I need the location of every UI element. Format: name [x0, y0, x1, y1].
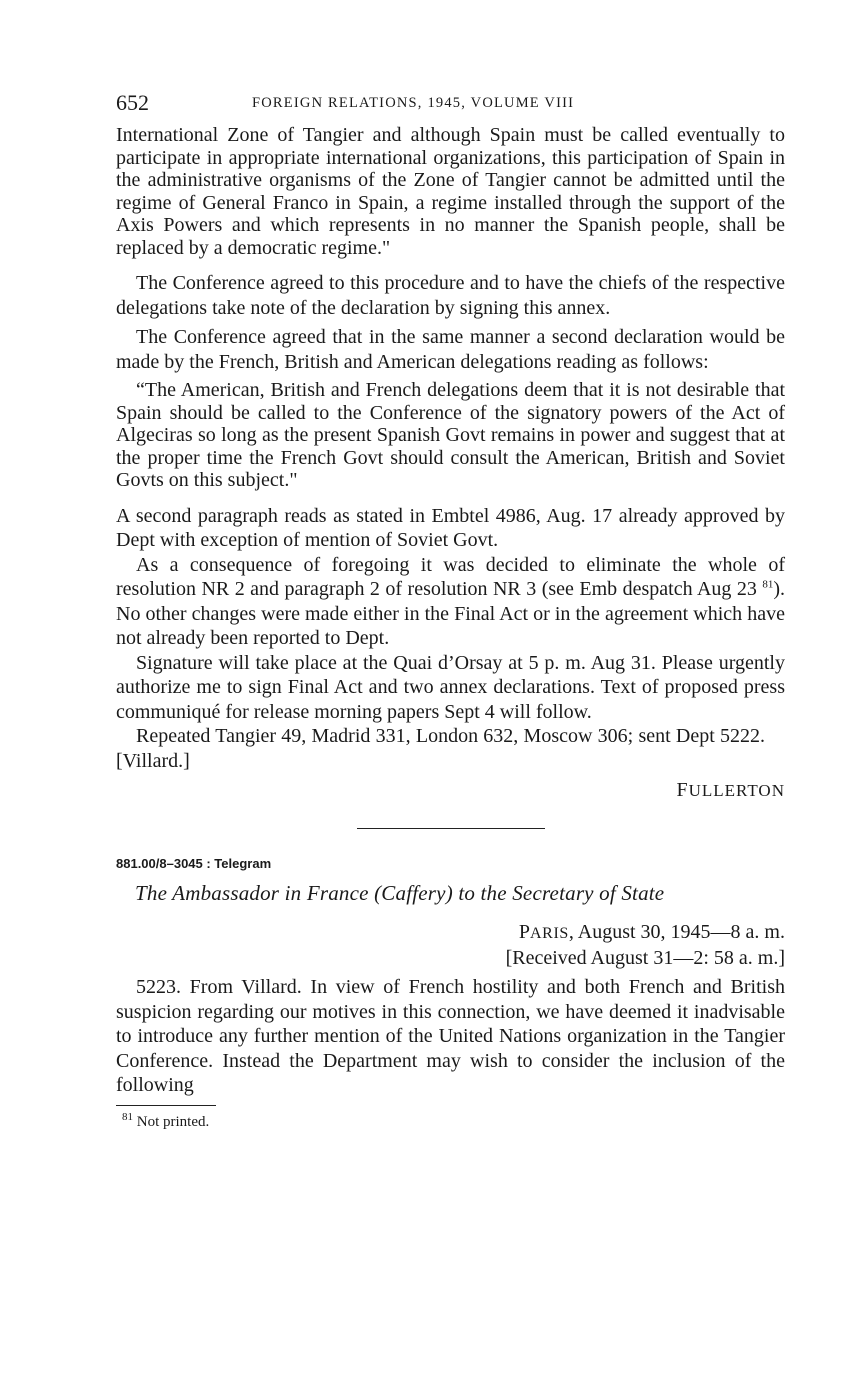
quoted-declaration-continuation: International Zone of Tangier and although Spain must be called eventually to participate in appropriate international organizations, this participation of Spain in the administrative organisms of the Zone of Tangier cannot be admitted until the regime of General Franco in Spain, a regime installed through the support of the Axis Powers and which represents in no manner the Spanish people, shall be replaced by a democratic regime.": [116, 124, 785, 259]
signature: FULLERTON: [676, 779, 785, 801]
paragraph-resolution-text-b: ). No other changes were made either in the Final Act or in the agreement which have not already been reported to Dept.: [116, 578, 785, 649]
dateline-date: , August 30, 1945—8 a. m.: [568, 921, 785, 943]
paragraph-procedure: The Conference agreed to this procedure and to have the chiefs of the respective delegations take note of the declaration by signing this annex.: [116, 272, 785, 319]
footnote-marker: 81: [122, 1110, 133, 1123]
quoted-second-declaration: “The American, British and French delegations deem that it is not desirable that Spain should be called to the Conference of the signatory powers of the Act of Algeciras so long as the present Spanish Govt remains in power and suggest that at the proper time the French Govt should consult the American, British and Soviet Govts on this subject.": [116, 379, 785, 491]
page: [116, 90, 785, 1131]
paragraph-signature-plan: Signature will take place at the Quai d’Orsay at 5 p. m. Aug 31. Please urgently authorize me to sign Final Act and two annex declarations. Text of proposed press communiqué for release morning papers Sept 4 will follow.: [116, 651, 785, 723]
footnote-ref: 81: [762, 578, 774, 591]
footnote: [122, 1110, 785, 1131]
document-file-reference: 881.00/8–3045 : Telegram: [116, 856, 272, 871]
paragraph-resolution: [116, 553, 785, 651]
running-head: [116, 90, 785, 124]
footnote-text: Not printed.: [136, 1113, 210, 1130]
paragraph-second-declaration: The Conference agreed that in the same manner a second declaration would be made by the French, British and American delegations reading as follows:: [116, 326, 785, 373]
section-divider: [357, 828, 545, 829]
dateline-place-rest: ARIS: [530, 925, 569, 942]
paragraph-embtel: A second paragraph reads as stated in Embtel 4986, Aug. 17 already approved by Dept with exception of mention of Soviet Govt.: [116, 504, 785, 551]
telegram-body: 5223. From Villard. In view of French hostility and both French and British suspicion regarding our motives in this connection, we have deemed it inadvisable to introduce any further mention of the United Nations organization in the Tangier Conference. Instead the Department may wish to consider the inclusion of the following: [116, 976, 785, 1096]
running-title: FOREIGN RELATIONS, 1945, VOLUME VIII: [252, 95, 575, 111]
dateline: [116, 920, 785, 971]
page-number: 652: [116, 90, 149, 115]
paragraph-resolution-text-a: As a consequence of foregoing it was decided to eliminate the whole of resolution NR 2 and paragraph 2 of resolution NR 3 (see Emb despatch Aug 23: [116, 553, 785, 600]
received-line: [Received August 31—2: 58 a. m.]: [505, 947, 785, 969]
footnote-divider: [116, 1105, 216, 1106]
dateline-place-initial: P: [518, 921, 531, 943]
paragraph-repeated: Repeated Tangier 49, Madrid 331, London 632, Moscow 306; sent Dept 5222. [Villard.]: [116, 725, 785, 772]
document-title: The Ambassador in France (Caffery) to the Secretary of State: [135, 881, 665, 905]
